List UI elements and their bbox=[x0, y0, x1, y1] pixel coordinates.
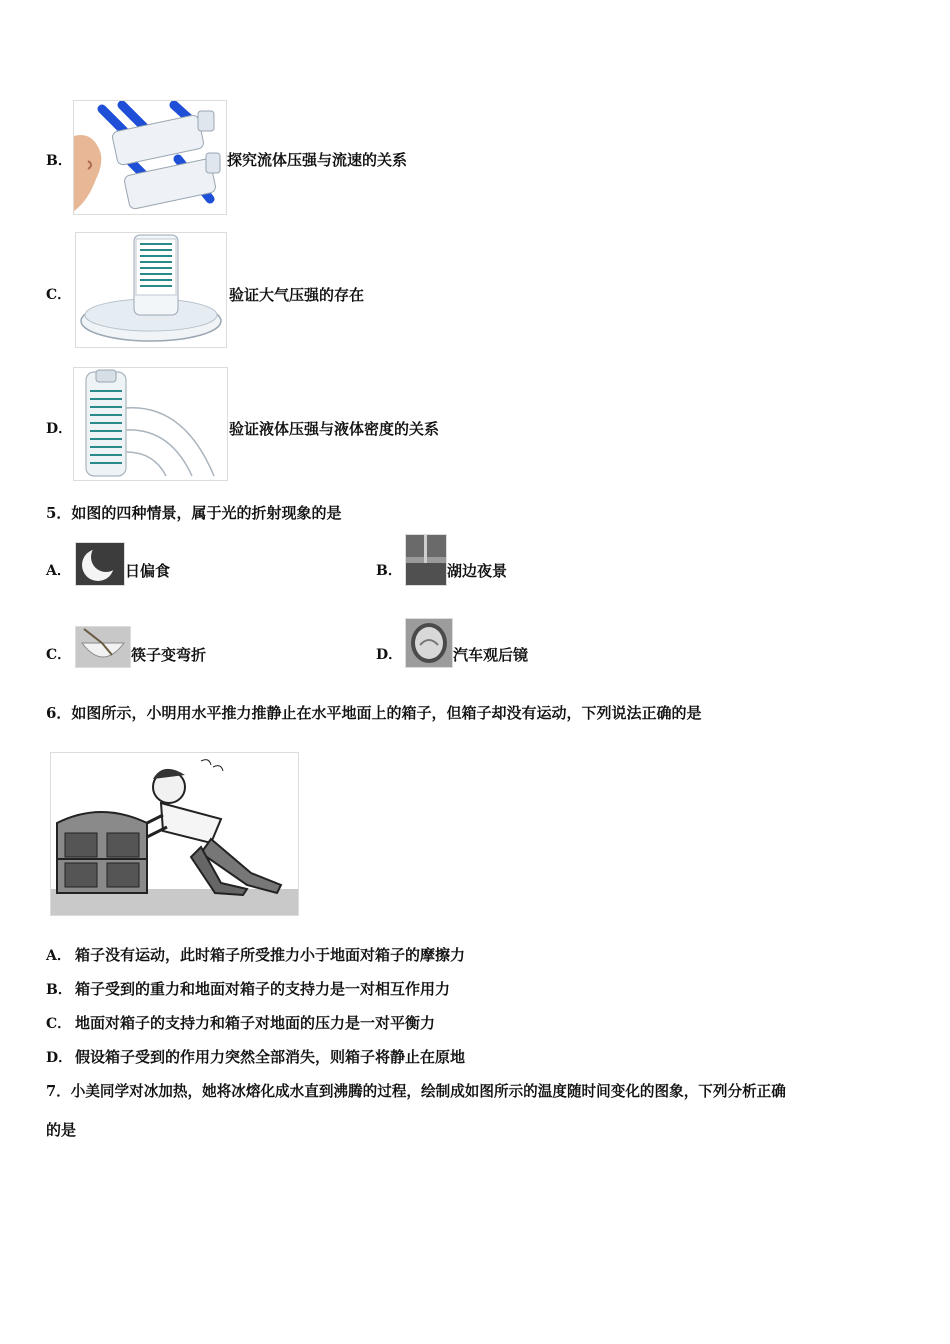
option-text: 验证大气压强的存在 bbox=[229, 286, 365, 304]
option-text: 探究流体压强与流速的关系 bbox=[227, 151, 408, 169]
q6-option-a-label: A． bbox=[46, 948, 71, 964]
bottle-streams-icon bbox=[73, 367, 228, 481]
bottle-in-dish-icon bbox=[75, 232, 227, 348]
option-text: 日偏食 bbox=[125, 562, 171, 580]
question-6-stem: 6．如图所示，小明用水平推力推静止在水平地面上的箱子，但箱子却没有运动，下列说法正确的是 bbox=[46, 704, 702, 722]
bottle-blow-icon bbox=[73, 100, 227, 215]
question-7-stem-line2: 的是 bbox=[46, 1121, 77, 1139]
q6-option-d-text: 假设箱子受到的作用力突然全部消失，则箱子将静止在原地 bbox=[75, 1048, 466, 1066]
option-text: 筷子变弯折 bbox=[131, 646, 207, 664]
q6-option-c-text: 地面对箱子的支持力和箱子对地面的压力是一对平衡力 bbox=[75, 1014, 436, 1032]
q6-option-b-label: B． bbox=[46, 982, 72, 998]
q6-option-b-text: 箱子受到的重力和地面对箱子的支持力是一对相互作用力 bbox=[75, 980, 451, 998]
option-label: C． bbox=[46, 287, 72, 303]
option-text: 汽车观后镜 bbox=[453, 646, 529, 664]
option-text: 验证液体压强与液体密度的关系 bbox=[229, 420, 440, 438]
q6-option-d-label: D． bbox=[46, 1050, 73, 1066]
rearview-mirror-icon bbox=[405, 618, 453, 668]
option-label: B． bbox=[46, 153, 72, 169]
eclipse-icon bbox=[75, 542, 125, 586]
option-label: A． bbox=[46, 563, 71, 579]
q6-option-c-label: C． bbox=[46, 1016, 72, 1032]
lake-night-icon bbox=[405, 534, 447, 586]
q6-option-a-text: 箱子没有运动，此时箱子所受推力小于地面对箱子的摩擦力 bbox=[75, 946, 466, 964]
question-5-stem: 5．如图的四种情景，属于光的折射现象的是 bbox=[46, 504, 342, 522]
question-7-stem-line1: 7．小美同学对冰加热，她将冰熔化成水直到沸腾的过程，绘制成如图所示的温度随时间变化的图象，下列分析正确 bbox=[46, 1083, 786, 1100]
option-label: D． bbox=[46, 421, 73, 437]
option-label: D． bbox=[376, 647, 403, 663]
chopsticks-bowl-icon bbox=[75, 626, 131, 668]
man-pushing-box-icon bbox=[50, 752, 299, 916]
option-text: 湖边夜景 bbox=[447, 562, 508, 580]
option-label: B． bbox=[376, 563, 402, 579]
option-label: C． bbox=[46, 647, 72, 663]
